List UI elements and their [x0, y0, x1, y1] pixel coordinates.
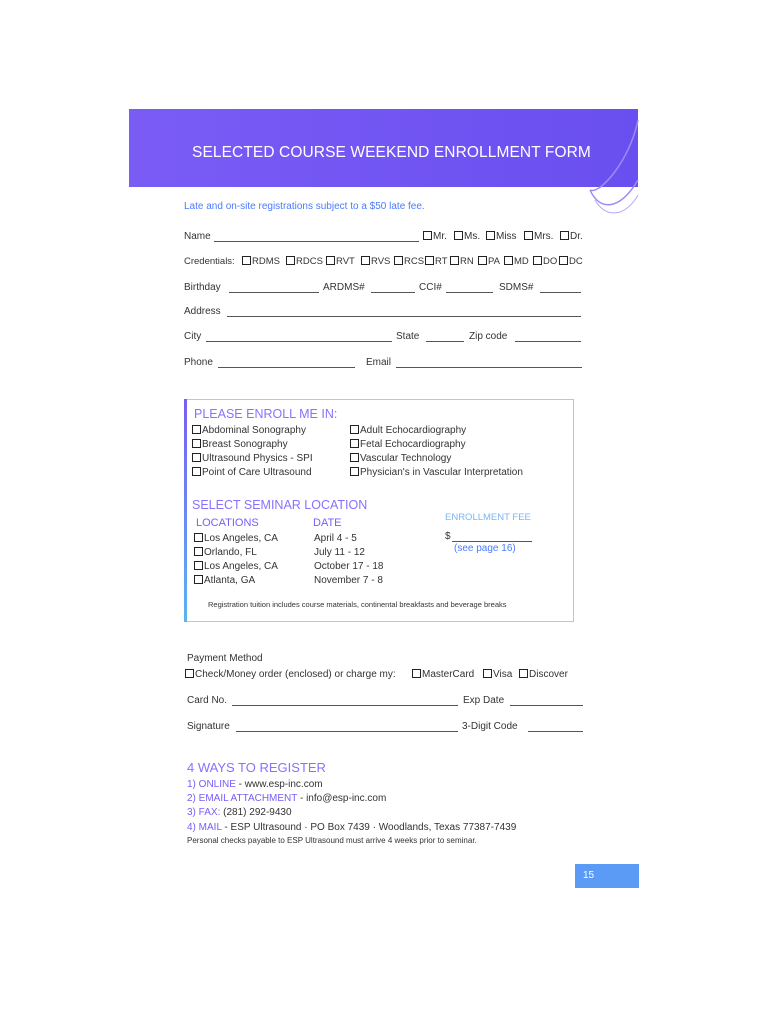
card-no-label: Card No. [187, 695, 228, 706]
enroll-title: PLEASE ENROLL ME IN: [194, 407, 338, 421]
state-label: State [396, 331, 420, 342]
birthday-field[interactable] [229, 292, 319, 293]
location-option[interactable]: Los Angeles, CA [194, 561, 278, 572]
course-fetal-echo[interactable]: Fetal Echocardiography [350, 439, 466, 450]
seminar-title: SELECT SEMINAR LOCATION [192, 498, 368, 512]
state-field[interactable] [426, 341, 464, 342]
visa-option[interactable]: Visa [483, 669, 512, 680]
title-dr-option[interactable]: Dr. [560, 231, 583, 242]
sdms-label: SDMS# [499, 282, 534, 293]
address-label: Address [184, 306, 221, 317]
card-no-field[interactable] [232, 705, 458, 706]
cvv-field[interactable] [528, 731, 583, 732]
checkbox-icon[interactable] [423, 231, 432, 240]
check-money-order-option[interactable]: Check/Money order (enclosed) or charge my: [185, 669, 396, 680]
credential-rn[interactable]: RN [450, 256, 474, 267]
signature-label: Signature [187, 721, 230, 732]
register-fax: 3) FAX: (281) 292-9430 [187, 807, 292, 818]
credential-rdcs[interactable]: RDCS [286, 256, 323, 267]
enrollment-box-accent [184, 399, 187, 622]
page-number: 15 [575, 864, 639, 888]
credential-md[interactable]: MD [504, 256, 529, 267]
tuition-note: Registration tuition includes course materials, continental breakfasts and beverage breaks [208, 600, 507, 609]
city-field[interactable] [206, 341, 392, 342]
seminar-date: November 7 - 8 [314, 575, 383, 586]
register-online: 1) ONLINE - www.esp-inc.com [187, 779, 323, 790]
checkbox-icon[interactable] [524, 231, 533, 240]
fee-field[interactable] [452, 541, 532, 542]
email-field[interactable] [396, 367, 582, 368]
decorative-curves [560, 100, 640, 230]
ardms-label: ARDMS# [323, 282, 365, 293]
seminar-date: July 11 - 12 [314, 547, 365, 558]
checks-note: Personal checks payable to ESP Ultrasound must arrive 4 weeks prior to seminar. [187, 836, 477, 845]
payment-title: Payment Method [187, 653, 263, 664]
credential-rcs[interactable]: RCS [394, 256, 424, 267]
course-vascular[interactable]: Vascular Technology [350, 453, 451, 464]
phone-label: Phone [184, 357, 213, 368]
credential-rt[interactable]: RT [425, 256, 448, 267]
locations-header: LOCATIONS [196, 517, 259, 529]
seminar-date: October 17 - 18 [314, 561, 384, 572]
ardms-field[interactable] [371, 292, 415, 293]
signature-field[interactable] [236, 731, 458, 732]
phone-field[interactable] [218, 367, 355, 368]
title-miss-option[interactable]: Miss [486, 231, 517, 242]
birthday-label: Birthday [184, 282, 221, 293]
zip-label: Zip code [469, 331, 508, 342]
course-physics[interactable]: Ultrasound Physics - SPI [192, 453, 313, 464]
credential-do[interactable]: DO [533, 256, 557, 267]
checkbox-icon[interactable] [486, 231, 495, 240]
date-header: DATE [313, 517, 342, 529]
credential-pa[interactable]: PA [478, 256, 500, 267]
fee-title: ENROLLMENT FEE [445, 512, 531, 523]
email-label: Email [366, 357, 392, 368]
cci-field[interactable] [446, 292, 493, 293]
title-mrs-option[interactable]: Mrs. [524, 231, 553, 242]
discover-option[interactable]: Discover [519, 669, 568, 680]
credential-dc[interactable]: DC [559, 256, 583, 267]
name-label: Name [184, 231, 211, 242]
mastercard-option[interactable]: MasterCard [412, 669, 474, 680]
title-ms-option[interactable]: Ms. [454, 231, 480, 242]
location-option[interactable]: Orlando, FL [194, 547, 257, 558]
checkbox-icon[interactable] [560, 231, 569, 240]
course-point-of-care[interactable]: Point of Care Ultrasound [192, 467, 312, 478]
title-mr-option[interactable]: Mr. [423, 231, 447, 242]
exp-date-label: Exp Date [463, 695, 505, 706]
seminar-date: April 4 - 5 [314, 533, 357, 544]
cvv-label: 3-Digit Code [462, 721, 518, 732]
location-option[interactable]: Los Angeles, CA [194, 533, 278, 544]
late-fee-note: Late and on-site registrations subject to a $50 late fee. [184, 201, 425, 212]
city-label: City [184, 331, 202, 342]
course-breast[interactable]: Breast Sonography [192, 439, 288, 450]
credential-rvt[interactable]: RVT [326, 256, 355, 267]
register-email: 2) EMAIL ATTACHMENT - info@esp-inc.com [187, 793, 387, 804]
zip-field[interactable] [515, 341, 581, 342]
fee-note: (see page 16) [454, 543, 516, 554]
register-title: 4 WAYS TO REGISTER [187, 760, 326, 775]
course-abdominal[interactable]: Abdominal Sonography [192, 425, 306, 436]
cci-label: CCI# [419, 282, 442, 293]
fee-symbol: $ [445, 531, 451, 542]
checkbox-icon[interactable] [454, 231, 463, 240]
name-field[interactable] [214, 241, 419, 242]
credential-rdms[interactable]: RDMS [242, 256, 280, 267]
credentials-label: Credentials: [184, 256, 235, 267]
register-mail: 4) MAIL - ESP Ultrasound · PO Box 7439 · Woodlands, Texas 77387-7439 [187, 822, 517, 833]
exp-date-field[interactable] [510, 705, 583, 706]
address-field[interactable] [227, 316, 581, 317]
course-physician-vascular[interactable]: Physician's in Vascular Interpretation [350, 467, 523, 478]
course-adult-echo[interactable]: Adult Echocardiography [350, 425, 466, 436]
form-title: SELECTED COURSE WEEKEND ENROLLMENT FORM [192, 144, 591, 161]
location-option[interactable]: Atlanta, GA [194, 575, 255, 586]
sdms-field[interactable] [540, 292, 581, 293]
credential-rvs[interactable]: RVS [361, 256, 390, 267]
